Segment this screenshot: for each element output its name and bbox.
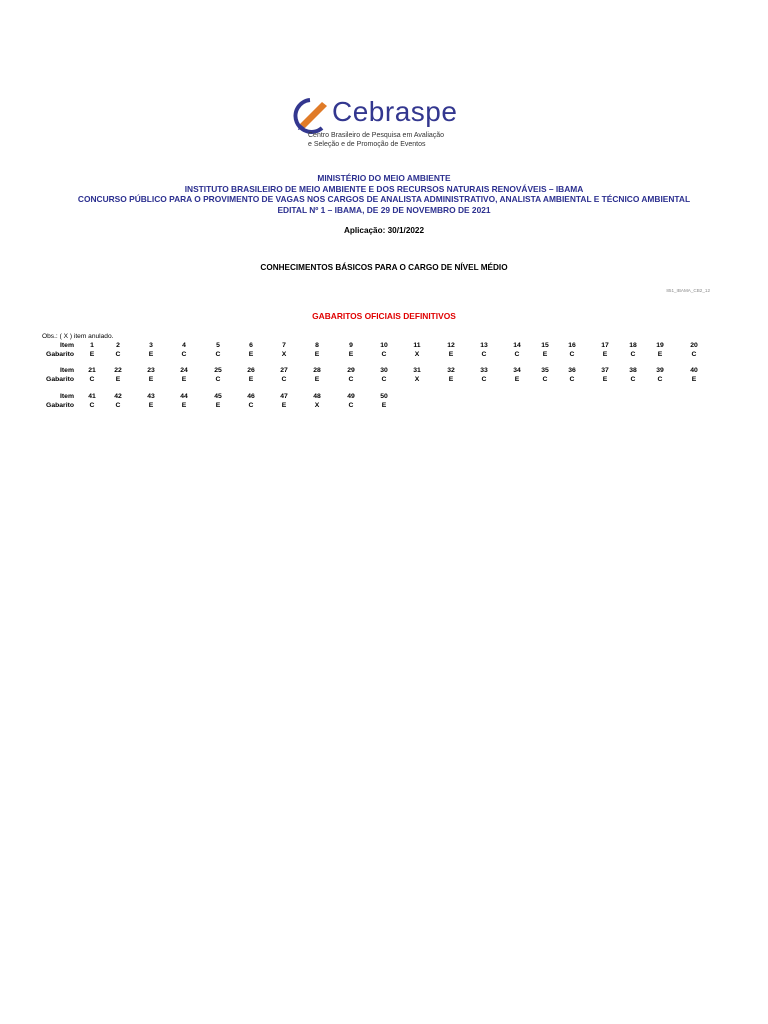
item-number: 15 [541,342,549,349]
answer-value: C [181,351,187,358]
item-number: 46 [247,393,255,400]
answer-value: C [215,376,221,383]
item-number: 13 [480,342,488,349]
answer-value: E [148,351,154,358]
answer-value: C [348,376,354,383]
answer-value: C [569,376,575,383]
answer-value: C [248,402,254,409]
answer-value: C [348,402,354,409]
header-edital: EDITAL Nº 1 – IBAMA, DE 29 DE NOVEMBRO DE 2021 [277,205,491,215]
item-number: 19 [656,342,664,349]
answer-value: C [691,351,697,358]
item-number: 37 [601,367,609,374]
item-number: 29 [347,367,355,374]
item-number: 1 [90,342,94,349]
logo-subtitle-line2: e Seleção e de Promoção de Eventos [308,141,426,148]
answer-value: E [148,402,154,409]
item-number: 12 [447,342,455,349]
item-number: 4 [182,342,186,349]
answer-value: E [89,351,95,358]
header-institute: INSTITUTO BRASILEIRO DE MEIO AMBIENTE E DOS RECURSOS NATURAIS RENOVÁVEIS – IBAMA [184,184,584,194]
item-number: 9 [349,342,353,349]
answer-value: C [657,376,663,383]
item-number: 45 [214,393,222,400]
item-number: 21 [88,367,96,374]
answer-value: C [281,376,287,383]
answer-value: C [630,376,636,383]
answer-value: E [542,351,548,358]
answer-value: E [314,351,320,358]
document-code: 851_IBAMA_CB2_12 [666,288,710,293]
item-number: 23 [147,367,155,374]
item-number: 16 [568,342,576,349]
answer-value: C [381,376,387,383]
item-number: 8 [315,342,319,349]
item-number: 41 [88,393,96,400]
logo-subtitle [308,131,444,149]
row-label-item: Item [60,393,74,400]
item-number: 22 [114,367,122,374]
obs-note: Obs.: ( X ) item anulado. [42,333,114,340]
item-number: 14 [513,342,521,349]
item-number: 44 [180,393,188,400]
gabarito-title: GABARITOS OFICIAIS DEFINITIVOS [312,311,456,321]
answer-value: E [448,351,454,358]
row-label-item: Item [60,367,74,374]
header-contest: CONCURSO PÚBLICO PARA O PROVIMENTO DE VAGAS NOS CARGOS DE ANALISTA ADMINISTRATIVO, ANALISTA AMBIENTAL E TÉCNICO AMBIENTAL [77,194,691,204]
answer-value: E [215,402,221,409]
item-number: 18 [629,342,637,349]
item-number: 43 [147,393,155,400]
item-number: 26 [247,367,255,374]
item-number: 33 [480,367,488,374]
answer-value: C [381,351,387,358]
item-number: 5 [216,342,220,349]
item-number: 31 [413,367,421,374]
answer-value: E [148,376,154,383]
answer-value: E [248,376,254,383]
answer-value: E [448,376,454,383]
answer-value: X [314,402,320,409]
row-label-gabarito: Gabarito [46,402,74,409]
answer-value: C [115,351,121,358]
answer-value: E [181,402,187,409]
logo-wordmark: Cebraspe [332,96,458,127]
item-number: 20 [690,342,698,349]
answer-value: E [514,376,520,383]
answer-value: C [481,351,487,358]
logo-subtitle-line1: Centro Brasileiro de Pesquisa em Avaliação [308,132,445,139]
item-number: 32 [447,367,455,374]
answer-value: X [414,376,420,383]
answer-value: X [414,351,420,358]
item-number: 2 [116,342,120,349]
application-date: Aplicação: 30/1/2022 [343,226,425,235]
cargo-title: CONHECIMENTOS BÁSICOS PARA O CARGO DE NÍVEL MÉDIO [260,263,508,272]
answer-value: E [602,376,608,383]
answer-value: E [602,351,608,358]
item-number: 34 [513,367,521,374]
item-number: 35 [541,367,549,374]
answer-value: E [348,351,354,358]
item-number: 36 [568,367,576,374]
item-number: 3 [149,342,153,349]
answer-value: C [215,351,221,358]
item-number: 27 [280,367,288,374]
answer-value: E [314,376,320,383]
answer-value: E [657,351,663,358]
answer-value: C [115,402,121,409]
header-ministry: MINISTÉRIO DO MEIO AMBIENTE [317,173,451,183]
answer-value: C [481,376,487,383]
cebraspe-logo [286,94,486,152]
item-number: 7 [282,342,286,349]
answer-value: E [281,402,287,409]
item-number: 11 [413,342,421,349]
item-number: 28 [313,367,321,374]
answer-value: E [115,376,121,383]
answer-value: C [569,351,575,358]
answer-value: X [281,351,287,358]
answer-value: E [181,376,187,383]
item-number: 30 [380,367,388,374]
item-number: 40 [690,367,698,374]
answer-value: C [89,376,95,383]
item-number: 47 [280,393,288,400]
item-number: 17 [601,342,609,349]
item-number: 38 [629,367,637,374]
answer-value: C [89,402,95,409]
answer-value: C [542,376,548,383]
item-number: 24 [180,367,188,374]
answer-value: C [630,351,636,358]
row-label-item: Item [60,342,74,349]
answer-value: E [248,351,254,358]
answer-value: C [514,351,520,358]
item-number: 10 [380,342,388,349]
item-number: 50 [380,393,388,400]
row-label-gabarito: Gabarito [46,376,74,383]
item-number: 42 [114,393,122,400]
item-number: 6 [249,342,253,349]
answer-value: E [691,376,697,383]
answer-value: E [381,402,387,409]
item-number: 49 [347,393,355,400]
row-label-gabarito: Gabarito [46,351,74,358]
item-number: 48 [313,393,321,400]
item-number: 39 [656,367,664,374]
item-number: 25 [214,367,222,374]
